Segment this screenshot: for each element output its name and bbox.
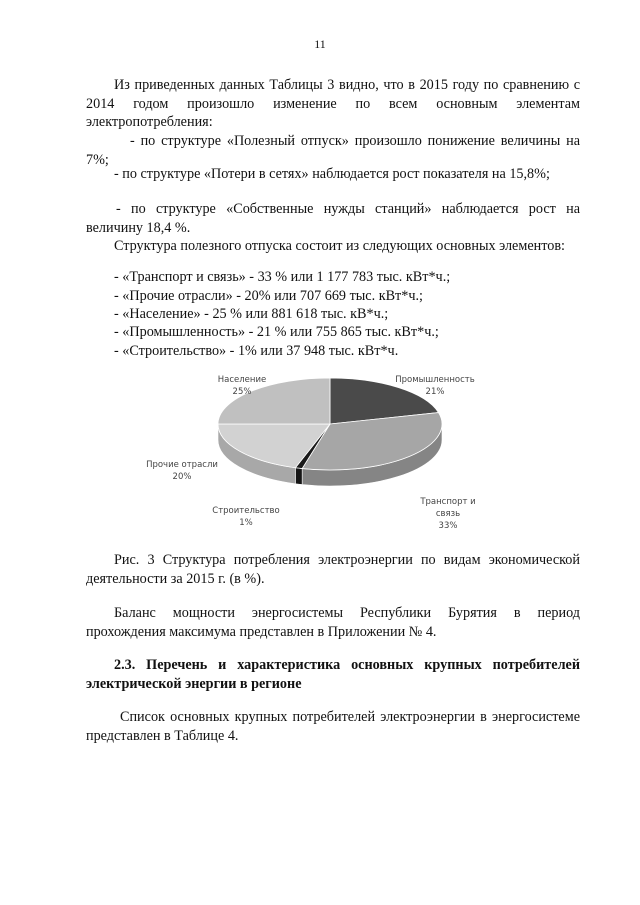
pie-chart bbox=[140, 362, 500, 538]
structure-intro: Структура полезного отпуска состоит из следующих основных элементов: bbox=[114, 238, 565, 254]
intro-paragraph: Из приведенных данных Таблицы 3 видно, что в 2015 году по сравнению с 2014 годом произошло изменение по всем основным элементам электропотребления: bbox=[86, 77, 580, 131]
pie-label: Прочие отрасли bbox=[146, 460, 218, 470]
structure-item: - «Население» - 25 % или 881 618 тыс. кВ*ч.; bbox=[114, 306, 389, 322]
pie-chart-svg bbox=[140, 362, 500, 538]
balance-paragraph: Баланс мощности энергосистемы Республики Бурятия в период прохождения максимума представлен в Приложении № 4. bbox=[86, 605, 580, 640]
structure-item: - «Транспорт и связь» - 33 % или 1 177 783 тыс. кВт*ч.; bbox=[114, 269, 451, 285]
figure-caption: Рис. 3 Структура потребления электроэнергии по видам экономической деятельности за 2015 г. (в %). bbox=[86, 552, 580, 587]
change-item-3: - по структуре «Собственные нужды станций» наблюдается рост на величину 18,4 %. bbox=[86, 201, 580, 236]
change-item-1: - по структуре «Полезный отпуск» произошло понижение величины на 7%; bbox=[86, 133, 580, 168]
pie-value-label: 25% bbox=[232, 387, 252, 397]
pie-label: Строительство bbox=[212, 506, 280, 516]
pie-value-label: 21% bbox=[425, 387, 445, 397]
pie-value-label: 33% bbox=[438, 521, 458, 531]
change-item-2: - по структуре «Потери в сетях» наблюдается рост показателя на 15,8%; bbox=[114, 166, 550, 182]
pie-label: Промышленность bbox=[395, 375, 475, 385]
pie-label: Население bbox=[217, 375, 267, 385]
page-number: 11 bbox=[314, 37, 326, 51]
list-paragraph: Список основных крупных потребителей электроэнергии в энергосистеме представлен в Таблице 4. bbox=[86, 709, 580, 744]
pie-side-2 bbox=[295, 468, 302, 485]
structure-item: - «Прочие отрасли» - 20% или 707 669 тыс. кВт*ч.; bbox=[114, 288, 423, 304]
structure-item: - «Промышленность» - 21 % или 755 865 тыс. кВт*ч.; bbox=[114, 324, 439, 340]
pie-label: Транспорт и bbox=[420, 497, 476, 507]
structure-item: - «Строительство» - 1% или 37 948 тыс. кВт*ч. bbox=[114, 343, 399, 359]
pie-value-label: 20% bbox=[172, 472, 192, 482]
pie-value-label: 1% bbox=[239, 518, 253, 528]
section-heading: 2.3. Перечень и характеристика основных крупных потребителей электрической энергии в регионе bbox=[86, 657, 580, 692]
pie-label: связь bbox=[435, 509, 461, 519]
